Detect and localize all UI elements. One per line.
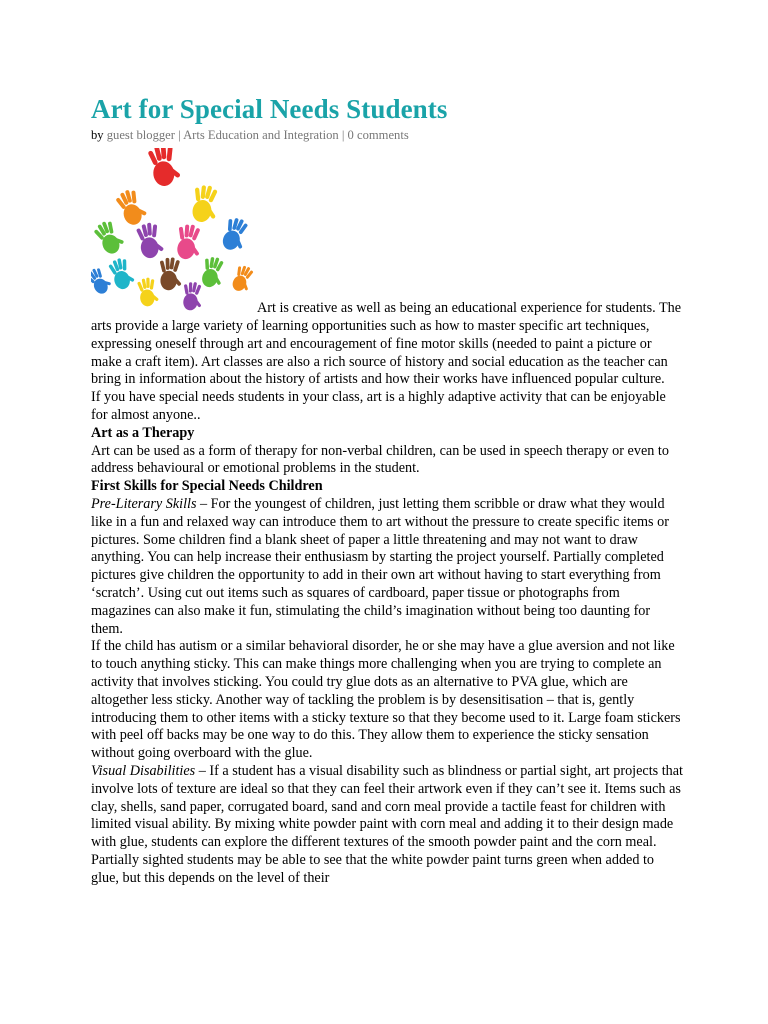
byline-category-link[interactable]: Arts Education and Integration xyxy=(183,128,339,142)
painted-hand-icon xyxy=(107,256,136,292)
byline-author-link[interactable]: guest blogger xyxy=(106,128,175,142)
painted-hand-icon xyxy=(180,281,204,312)
section-heading: Art as a Therapy xyxy=(91,424,195,441)
painted-hand-icon xyxy=(198,254,227,290)
paragraph-text: – If a student has a visual disability such as blindness or partial sight, art projects that involve lots of texture are ideal so that they can feel their artwork even if they can’t see it. Items such as clay, shells, sand paper, corrugated board, sand and corn meal provide a tactile feast for children with limited visual ability. By mixing white powder paint with corn meal and adding it to their design made with glue, students can explore the different textures of the smooth powder paint and the corn meal. Partially sighted students may be able to see that the white powder paint turns green when added to glue, but this depends on the level of their xyxy=(91,762,683,886)
painted-hand-icon xyxy=(173,222,204,261)
byline-comments-link[interactable]: 0 comments xyxy=(347,128,409,142)
painted-hand-icon xyxy=(92,217,127,257)
article-title: Art for Special Needs Students xyxy=(91,94,448,124)
painted-hand-icon xyxy=(135,221,165,260)
byline-by: by xyxy=(91,128,104,142)
byline xyxy=(91,127,683,143)
paragraph xyxy=(91,763,683,888)
painted-hand-icon xyxy=(114,186,150,228)
paragraph-text: – For the youngest of children, just letting them scribble or draw what they would like in a fun and relaxed way can introduce them to art without the pressure to create specific items or pictures. Some children find a blank sheet of paper a little threatening and may not want to draw anything. You can help increase their enthusiasm by starting the project yourself. Partially completed pictures give children the opportunity to add in their own art without having to start everything from ‘scratch’. Using cut out items such as squares of cardboard, paper tissue or photographs from magazines can also make it fun, stimulating the child’s imagination without being too daunting for them. xyxy=(91,495,669,637)
paragraph: If you have special needs students in your class, art is a highly adaptive activity that can be enjoyable for almost anyone.. xyxy=(91,389,666,423)
byline-separator: | xyxy=(174,128,184,142)
painted-hand-icon xyxy=(188,183,222,225)
paragraph: Art can be used as a form of therapy for non-verbal children, can be used in speech therapy or even to address behavioural or emotional problems in the student. xyxy=(91,442,669,477)
painted-hand-icon xyxy=(229,263,257,295)
paragraph xyxy=(91,148,683,389)
paragraph: If the child has autism or a similar behavioral disorder, he or she may have a glue aversion and not like to touch anything sticky. This can make things more challenging when you are trying to complete an activity that involves sticking. You could try glue dots as an alternative to PVA glue, which are altogether less sticky. Another way of tackling the problem is by desensitisation – that is, gently introducing them to other items with a sticky texture so that they become used to it. Large foam stickers with peel off backs may be one way to do this. They allow them to experience the sticky sensation without going overboard with the glue. xyxy=(91,638,681,762)
article xyxy=(91,92,683,888)
painted-hand-icon xyxy=(137,277,160,307)
paragraph-text: Art is creative as well as being an educational experience for students. The arts provide a large variety of learning opportunities such as how to master specific art techniques, expressing oneself through art and encouragement of fine motor skills (needed to paint a picture or make a craft item). Art classes are also a rich source of history and social education as the teacher can bring in information about the history of artists and how their works have influenced popular culture. xyxy=(91,300,682,388)
painted-hand-icon xyxy=(91,265,114,297)
painted-hand-icon xyxy=(147,148,183,188)
section-heading: First Skills for Special Needs Children xyxy=(91,478,323,495)
subheading-italic: Visual Disabilities xyxy=(91,762,196,779)
colorful-painted-hands-icon xyxy=(91,148,257,318)
painted-hand-icon xyxy=(218,215,252,255)
byline-separator: | xyxy=(338,128,348,142)
subheading-italic: Pre-Literary Skills xyxy=(91,495,197,512)
paragraph xyxy=(91,496,683,638)
painted-hand-icon xyxy=(158,256,184,291)
